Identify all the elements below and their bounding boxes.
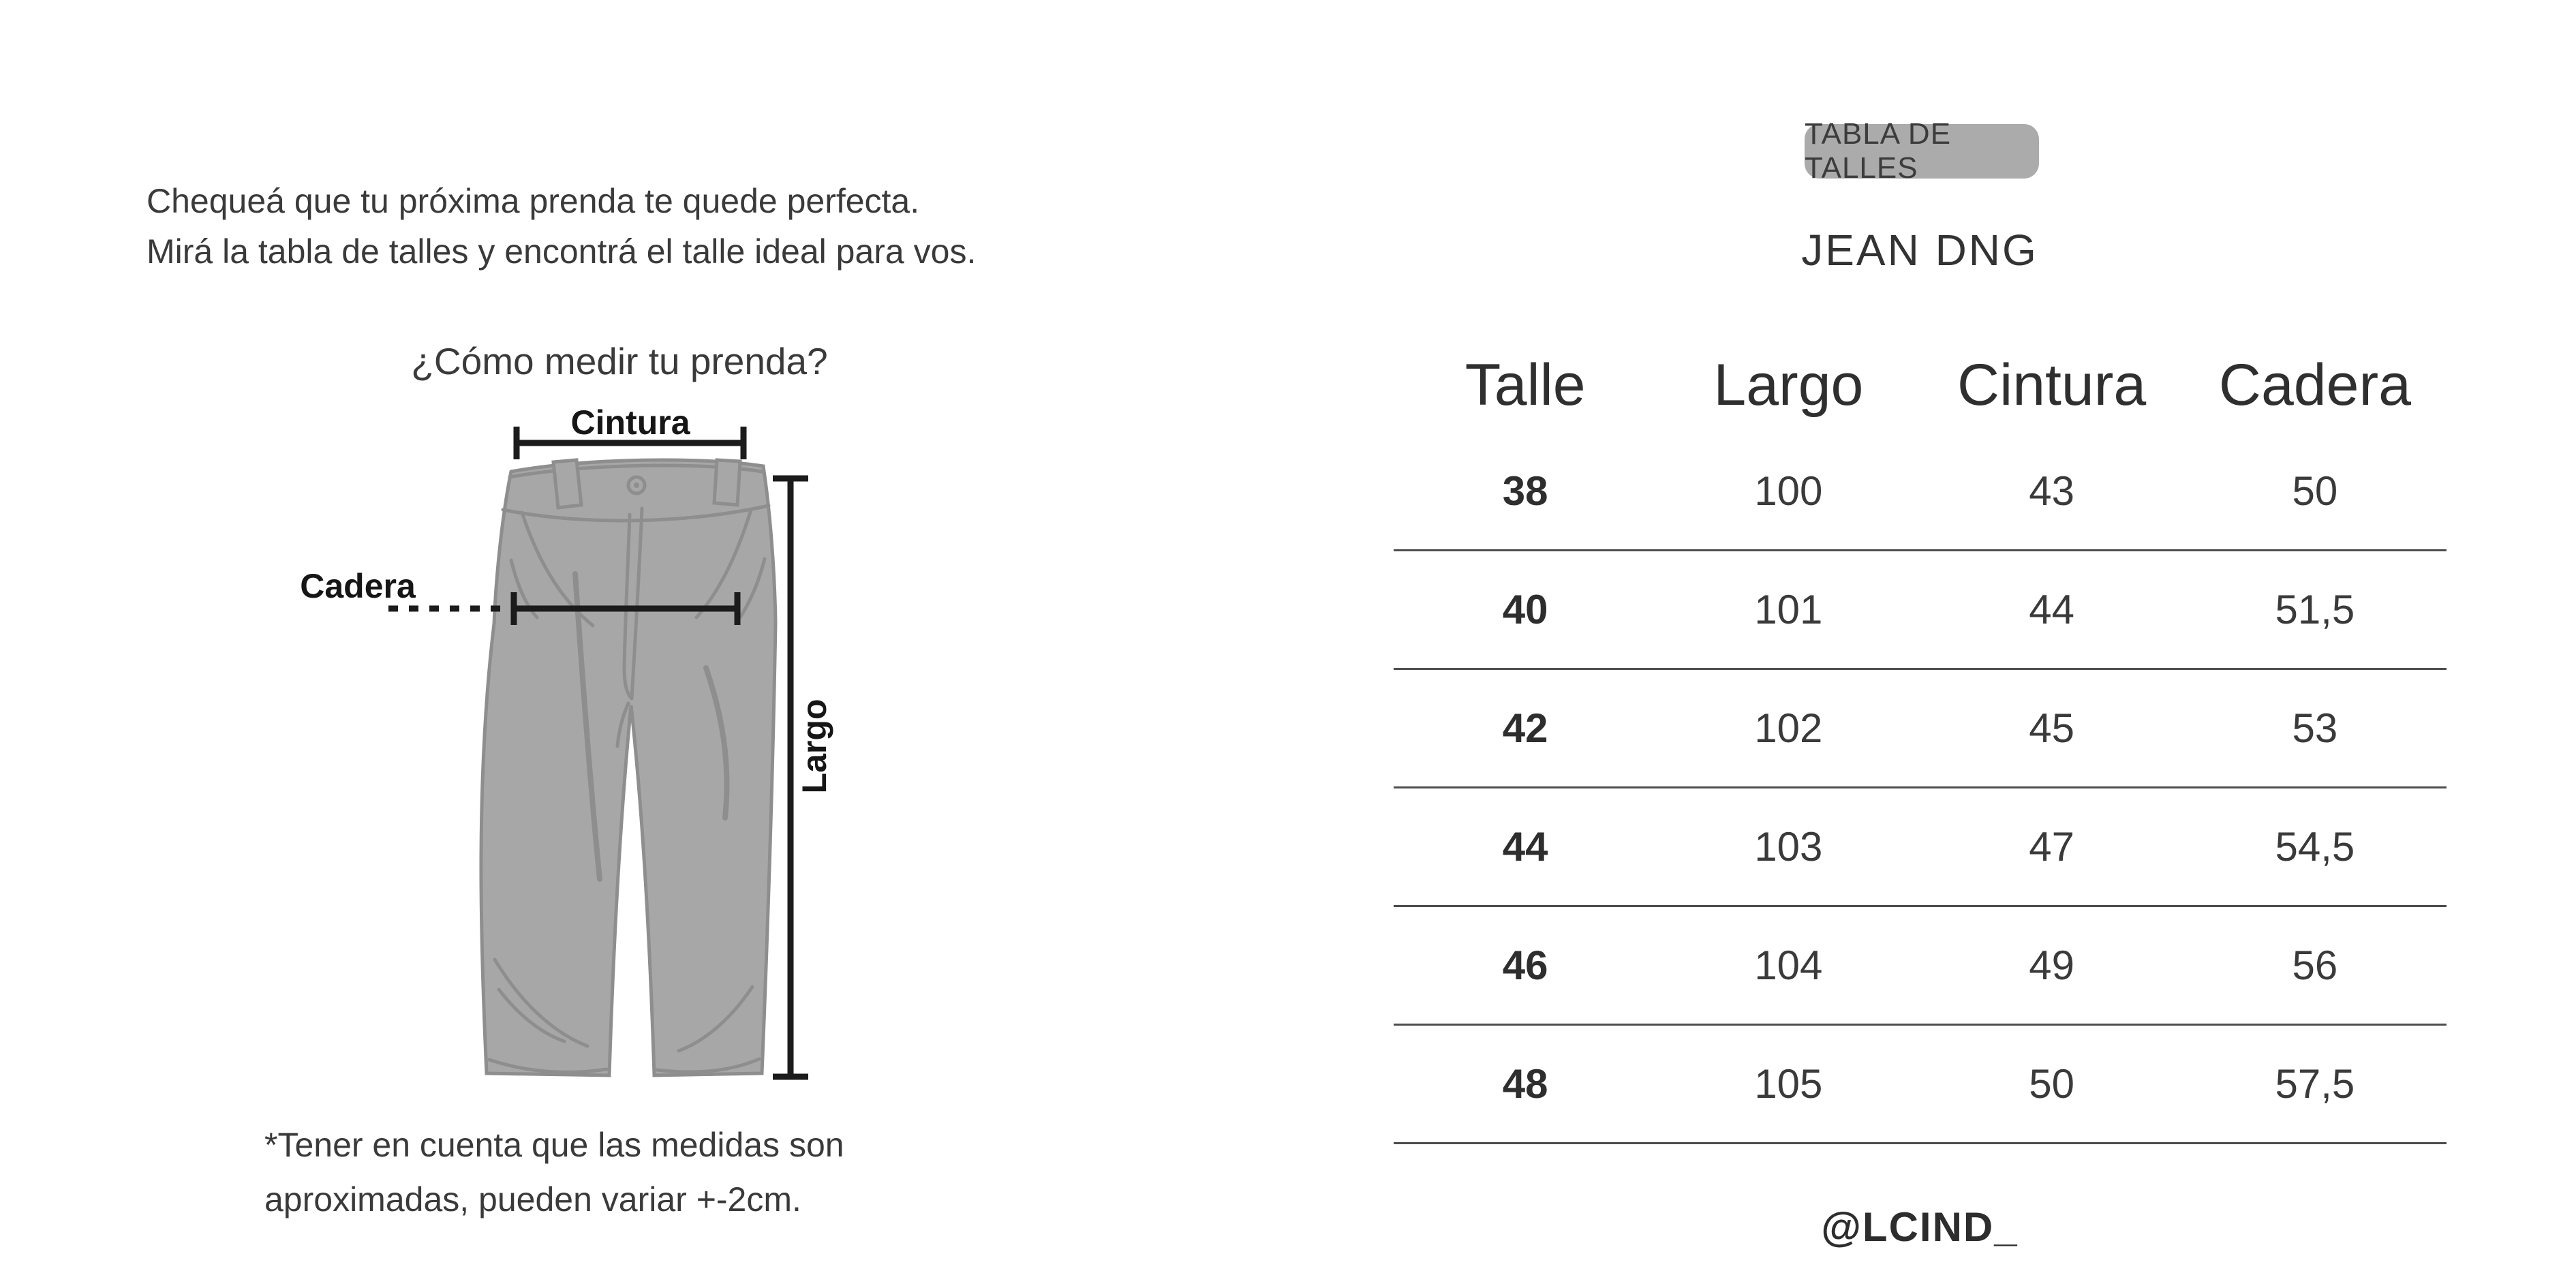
product-title: JEAN DNG [1801, 226, 2038, 275]
largo-measure-label: Largo [795, 699, 833, 794]
cell-talle: 38 [1502, 468, 1548, 514]
size-chart-badge: TABLA DE TALLES [1805, 124, 2039, 179]
cell-talle: 42 [1502, 705, 1548, 751]
cell-talle: 40 [1502, 587, 1548, 632]
table-row [1394, 907, 2447, 1026]
cell-cadera: 54,5 [2275, 824, 2355, 870]
belt-loop-right [714, 460, 740, 505]
pants-measurement-diagram [273, 395, 900, 1124]
cell-largo: 102 [1754, 705, 1823, 751]
cell-cadera: 50 [2292, 468, 2338, 514]
cell-cintura: 45 [2029, 705, 2074, 751]
belt-loop-left [553, 460, 581, 508]
cell-largo: 103 [1754, 824, 1823, 870]
column-header-cadera: Cadera [2218, 352, 2411, 418]
cell-largo: 105 [1754, 1061, 1823, 1107]
intro-line-2: Mirá la tabla de talles y encontrá el talle ideal para vos. [147, 232, 977, 271]
note-line-2: aproximadas, pueden variar +-2cm. [264, 1180, 801, 1218]
table-row [1394, 433, 2447, 551]
measurement-note [264, 1118, 844, 1227]
cell-cadera: 53 [2292, 705, 2338, 751]
size-table-header [1394, 337, 2447, 433]
cintura-measure-label: Cintura [570, 403, 690, 442]
cell-cadera: 51,5 [2275, 587, 2355, 632]
brand-handle: @LCIND_ [1821, 1204, 2019, 1250]
cell-cadera: 57,5 [2275, 1061, 2355, 1107]
intro-line-1: Chequeá que tu próxima prenda te quede perfecta. [147, 182, 920, 220]
cell-largo: 100 [1754, 468, 1823, 514]
column-header-largo: Largo [1713, 352, 1864, 418]
cell-largo: 104 [1754, 942, 1823, 988]
how-to-title: ¿Cómo medir tu prenda? [411, 340, 828, 382]
table-row [1394, 788, 2447, 907]
cell-largo: 101 [1754, 587, 1823, 632]
table-row [1394, 670, 2447, 788]
cell-cintura: 43 [2029, 468, 2074, 514]
cell-talle: 48 [1502, 1061, 1548, 1107]
cell-cintura: 44 [2029, 587, 2074, 632]
cell-talle: 44 [1502, 824, 1548, 870]
column-header-talle: Talle [1465, 352, 1586, 418]
intro-text [147, 176, 976, 277]
table-row [1394, 551, 2447, 670]
cell-cadera: 56 [2292, 942, 2338, 988]
cell-talle: 46 [1502, 942, 1548, 988]
cell-cintura: 50 [2029, 1061, 2074, 1107]
size-table [1394, 337, 2447, 1144]
note-line-1: *Tener en cuenta que las medidas son [264, 1126, 844, 1164]
cell-cintura: 47 [2029, 824, 2074, 870]
column-header-cintura: Cintura [1957, 352, 2147, 418]
cell-cintura: 49 [2029, 942, 2074, 988]
cadera-measure-label: Cadera [300, 567, 416, 605]
table-row [1394, 1026, 2447, 1144]
